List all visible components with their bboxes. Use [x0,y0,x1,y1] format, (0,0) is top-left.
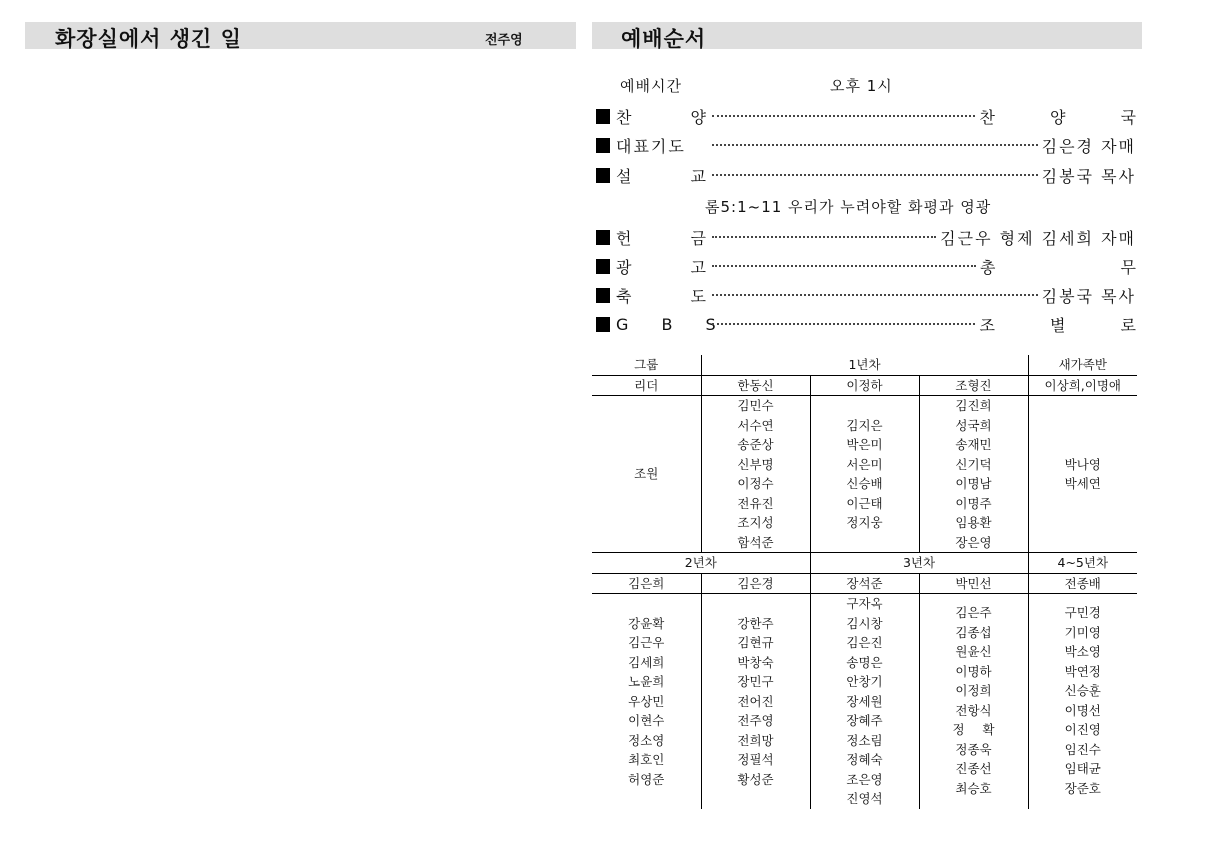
square-bullet-icon [596,259,610,274]
member-list [810,594,919,809]
service-item-offering [596,226,1136,248]
leader-name: 장석준 [810,573,919,594]
service-item-label: 대표기도 [616,136,686,156]
year1-label: 1년차 [701,355,1028,375]
list-item: 이정수 [737,476,774,491]
leader-name: 이정하 [810,375,919,396]
dotted-leader [712,115,975,117]
service-item-label: G B S [616,314,730,334]
dotted-leader [712,323,975,325]
list-item: 노윤희 [628,674,665,689]
list-item: 송준상 [737,437,774,452]
service-time-value: 오후 1시 [830,77,893,95]
list-item: 김시창 [846,615,883,631]
service-item-person: 찬 양 국 [979,107,1161,127]
list-item: 이명주 [955,495,992,511]
list-item: 이현수 [628,713,665,728]
list-item: 진종선 [955,761,992,776]
list-item: 정소영 [628,732,665,748]
list-item: 전주영 [737,713,774,728]
service-item-sermon [596,164,1136,186]
list-item: 진영석 [846,791,883,806]
list-item: 박창숙 [737,654,774,670]
member-list [1028,594,1137,809]
list-item: 김종섭 [955,624,992,640]
leader-name: 김은경 [701,573,810,594]
list-item: 조지성 [737,515,774,530]
list-item: 서은미 [846,456,883,472]
list-item: 신승훈 [1064,683,1101,698]
list-item: 서수연 [737,417,774,433]
list-item: 전어진 [737,693,774,709]
list-item: 임용환 [955,515,992,530]
list-item: 장세원 [846,693,883,709]
list-item: 정종욱 [955,741,992,757]
dotted-leader [712,294,1038,296]
list-item: 안창기 [846,674,883,689]
list-item: 원윤신 [955,644,992,659]
table-row [592,573,1137,594]
list-item: 신부명 [737,456,774,472]
list-item: 우상민 [628,693,665,709]
list-item: 강윤확 [628,615,665,631]
left-page-header [25,22,576,49]
group-label: 그룹 [592,355,701,375]
table-header-row [592,553,1137,574]
service-item-label: 광 고 [616,257,733,277]
list-item: 이정희 [955,683,992,698]
list-item: 정소림 [846,732,883,748]
year45-label: 4~5년차 [1028,553,1137,574]
list-item: 김지은 [846,417,883,433]
list-item: 이진영 [1064,722,1101,737]
service-item-benediction [596,284,1136,306]
list-item: 임진수 [1064,741,1101,757]
service-item-gbs [596,313,1161,335]
list-item: 이명하 [955,663,992,679]
list-item: 김은진 [846,635,883,650]
article-title: 화장실에서 생긴 일 [55,27,242,51]
list-item: 구민경 [1064,605,1101,620]
leader-name: 조형진 [919,375,1028,396]
dotted-leader [712,265,976,267]
member-list [592,594,701,809]
service-item-person: 김근우 형제 김세희 자매 [940,228,1136,248]
member-list [810,396,919,553]
list-item: 김근우 [628,635,665,650]
list-item: 장민구 [737,674,774,689]
list-item: 이명선 [1064,702,1101,718]
square-bullet-icon [596,230,610,245]
newcomer-label: 새가족반 [1058,357,1107,372]
list-item: 임태균 [1064,761,1101,776]
dotted-leader [712,236,936,238]
member-list [1028,396,1137,553]
list-item: 전항식 [955,702,992,718]
leader-name: 한동신 [701,375,810,396]
list-item: 이근태 [846,495,883,511]
right-page-header [592,22,1142,49]
leader-name: 전종배 [1028,573,1137,594]
list-item: 김은주 [955,605,992,620]
list-item: 구자옥 [846,596,883,611]
list-item: 허영준 [628,771,665,787]
year3-label: 3년차 [810,553,1028,574]
table-row [592,375,1137,396]
service-item-label: 찬 양 [616,107,733,127]
list-item: 함석준 [737,534,774,550]
service-item-person: 김봉국 목사 [1041,166,1136,186]
order-of-service-title: 예배순서 [621,27,707,51]
dotted-leader [712,144,1038,146]
leader-label: 리더 [592,375,701,396]
member-list [701,594,810,809]
list-item: 김진희 [955,398,992,413]
list-item: 장은영 [955,534,992,550]
list-item: 정필석 [737,752,774,767]
list-item: 황성준 [737,771,774,787]
list-item: 박소영 [1064,644,1101,659]
list-item: 최승호 [955,780,992,796]
service-item-person: 김봉국 목사 [1041,286,1136,306]
year2-label: 2년차 [592,553,810,574]
list-item: 박연정 [1064,663,1101,679]
list-item: 장혜주 [846,713,883,728]
list-item: 박세연 [1064,476,1101,491]
list-item: 정지웅 [846,515,883,530]
group-table [592,355,1137,809]
list-item: 조은영 [846,771,883,787]
service-item-announcements [596,255,1196,277]
list-item: 최호인 [628,752,665,767]
service-item-person: 김은경 자매 [1041,136,1136,156]
square-bullet-icon [596,317,610,332]
list-item: 신기덕 [955,456,992,472]
list-item: 장준호 [1064,780,1101,796]
list-item: 김세희 [628,654,665,670]
leader-name: 김은희 [592,573,701,594]
list-item: 김현규 [737,635,774,650]
leader-name: 이상희,이명애 [1028,375,1137,396]
article-author: 전주영 [485,33,523,48]
square-bullet-icon [596,288,610,303]
service-item-label: 축 도 [616,286,733,306]
list-item: 김민수 [737,398,774,413]
list-item: 강한주 [737,615,774,631]
square-bullet-icon [596,138,610,153]
list-item: 정 확 [952,722,995,737]
table-row [592,396,1137,553]
list-item: 성국희 [955,417,992,433]
service-time-label: 예배시간 [620,77,682,95]
list-item: 이명남 [955,476,992,491]
leader-name: 박민선 [919,573,1028,594]
dotted-leader [712,174,1038,176]
service-item-person: 조 별 로 [979,315,1161,335]
sermon-scripture: 롬5:1~11 우리가 누려야할 화평과 영광 [705,198,992,216]
list-item: 정혜숙 [846,752,883,767]
service-item-person: 총 무 [980,257,1196,277]
square-bullet-icon [596,109,610,124]
member-list [919,594,1028,809]
service-item-label: 설 교 [616,166,733,186]
list-item: 박나영 [1064,456,1101,472]
list-item: 전유진 [737,495,774,511]
list-item: 신승배 [846,476,883,491]
member-label: 조원 [592,396,701,553]
service-item-prayer [596,134,1136,156]
list-item: 기미영 [1064,624,1101,640]
member-list [701,396,810,553]
service-item-praise [596,105,1161,127]
list-item: 송재민 [955,437,992,452]
table-row [592,594,1137,809]
member-list [919,396,1028,553]
table-header-row [592,355,1137,375]
service-time [620,75,1140,97]
list-item: 전희망 [737,732,774,748]
square-bullet-icon [596,168,610,183]
service-item-label: 헌 금 [616,228,733,248]
list-item: 박은미 [846,437,883,452]
list-item: 송명은 [846,654,883,670]
